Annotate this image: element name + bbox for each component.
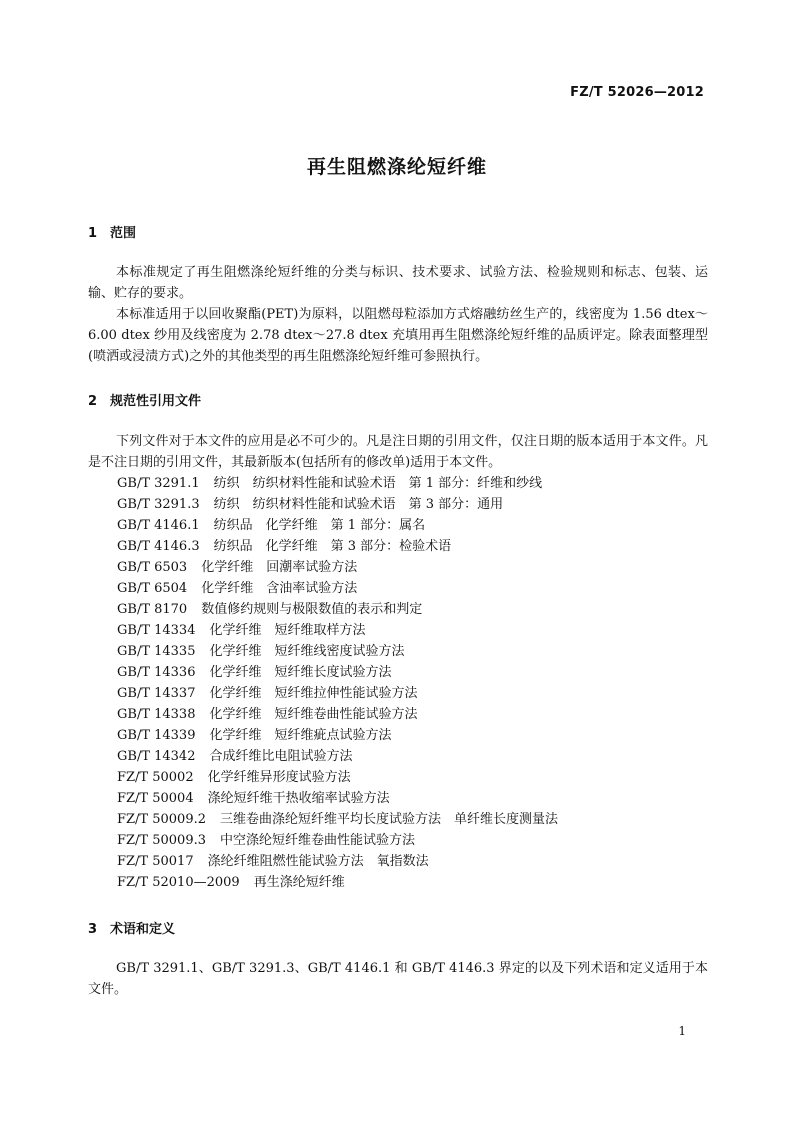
reference-item	[117, 662, 558, 683]
reference-code: FZ/T 50004	[117, 791, 194, 806]
reference-item	[117, 767, 558, 788]
reference-title: 化学纤维 短纤维线密度试验方法	[209, 644, 405, 659]
reference-title: 三维卷曲涤纶短纤维平均长度试验方法 单纤维长度测量法	[220, 812, 559, 827]
reference-code: GB/T 14336	[117, 665, 196, 680]
reference-code: GB/T 6503	[117, 560, 188, 575]
scope-paragraph-2: 本标准适用于以回收聚酯(PET)为原料，以阻燃母粒添加方式熔融纺丝生产的，线密度为 1.56 dtex～6.00 dtex 纱用及线密度为 2.78 dtex～27.8 dtex 充填用再生阻燃涤纶短纤维的品质评定。除表面整理型(喷洒或浸渍方式)之外的其他类型的再生阻燃涤纶短纤维可参照执行。	[88, 307, 708, 364]
page-number: 1	[678, 1024, 686, 1038]
reference-title: 化学纤维 短纤维拉伸性能试验方法	[209, 686, 418, 701]
reference-item	[117, 851, 558, 872]
reference-code: GB/T 14337	[117, 686, 196, 701]
references-intro-paragraph: 下列文件对于本文件的应用是必不可少的。凡是注日期的引用文件，仅注日期的版本适用于本文件。凡是不注日期的引用文件，其最新版本(包括所有的修改单)适用于本文件。	[88, 434, 708, 470]
reference-item	[117, 809, 558, 830]
reference-item	[117, 788, 558, 809]
section-heading-scope	[88, 222, 136, 241]
section-number: 1	[88, 226, 98, 241]
section-title: 范围	[110, 226, 137, 241]
section-heading-terms-definitions	[88, 918, 175, 937]
standard-code: FZ/T 52026—2012	[570, 85, 704, 100]
reference-title: 涤纶纤维阻燃性能试验方法 氧指数法	[207, 854, 429, 869]
reference-item	[117, 515, 558, 536]
reference-item	[117, 578, 558, 599]
reference-title: 纺织品 化学纤维 第 3 部分：检验术语	[213, 539, 452, 554]
scope-paragraph-1: 本标准规定了再生阻燃涤纶短纤维的分类与标识、技术要求、试验方法、检验规则和标志、包装、运输、贮存的要求。	[88, 265, 708, 301]
reference-item	[117, 620, 558, 641]
reference-item	[117, 704, 558, 725]
section-title: 术语和定义	[110, 922, 176, 937]
reference-code: GB/T 4146.1	[117, 518, 200, 533]
reference-code: FZ/T 50017	[117, 854, 194, 869]
reference-list	[117, 473, 558, 893]
reference-title: 化学纤维 短纤维取样方法	[209, 623, 366, 638]
reference-code: FZ/T 50009.2	[117, 812, 206, 827]
reference-code: GB/T 14335	[117, 644, 196, 659]
reference-item	[117, 683, 558, 704]
reference-title: 化学纤维 短纤维卷曲性能试验方法	[209, 707, 418, 722]
reference-title: 化学纤维 短纤维疵点试验方法	[209, 728, 392, 743]
reference-code: GB/T 6504	[117, 581, 188, 596]
reference-title: 化学纤维 含油率试验方法	[201, 581, 358, 596]
reference-code: GB/T 3291.1	[117, 476, 200, 491]
reference-code: GB/T 8170	[117, 602, 188, 617]
reference-title: 再生涤纶短纤维	[253, 875, 345, 890]
terms-paragraph: GB/T 3291.1、GB/T 3291.3、GB/T 4146.1 和 GB/T 4146.3 界定的以及下列术语和定义适用于本文件。	[88, 961, 708, 997]
section-number: 3	[88, 922, 98, 937]
reference-item	[117, 473, 558, 494]
reference-title: 中空涤纶短纤维卷曲性能试验方法	[220, 833, 416, 848]
reference-title: 涤纶短纤维干热收缩率试验方法	[207, 791, 390, 806]
reference-item	[117, 494, 558, 515]
section-heading-normative-references	[88, 390, 201, 409]
reference-code: FZ/T 50009.3	[117, 833, 206, 848]
reference-title: 数值修约规则与极限数值的表示和判定	[201, 602, 423, 617]
reference-title: 合成纤维比电阻试验方法	[209, 749, 353, 764]
reference-item	[117, 599, 558, 620]
reference-code: FZ/T 50002	[117, 770, 194, 785]
reference-title: 化学纤维 回潮率试验方法	[201, 560, 358, 575]
reference-code: FZ/T 52010—2009	[117, 875, 240, 890]
reference-title: 纺织 纺织材料性能和试验术语 第 1 部分：纤维和纱线	[213, 476, 543, 491]
reference-code: GB/T 14334	[117, 623, 196, 638]
reference-code: GB/T 14338	[117, 707, 196, 722]
reference-code: GB/T 14339	[117, 728, 196, 743]
reference-item	[117, 725, 558, 746]
reference-title: 纺织品 化学纤维 第 1 部分：属名	[213, 518, 426, 533]
reference-code: GB/T 14342	[117, 749, 196, 764]
reference-item	[117, 641, 558, 662]
reference-code: GB/T 4146.3	[117, 539, 200, 554]
section-number: 2	[88, 394, 98, 409]
document-title: 再生阻燃涤纶短纤维	[306, 156, 487, 178]
reference-title: 化学纤维 短纤维长度试验方法	[209, 665, 392, 680]
reference-title: 纺织 纺织材料性能和试验术语 第 3 部分：通用	[213, 497, 504, 512]
section-title: 规范性引用文件	[110, 394, 202, 409]
reference-item	[117, 536, 558, 557]
reference-code: GB/T 3291.3	[117, 497, 200, 512]
reference-item	[117, 746, 558, 767]
reference-title: 化学纤维异形度试验方法	[207, 770, 351, 785]
reference-item	[117, 872, 558, 893]
reference-item	[117, 557, 558, 578]
reference-item	[117, 830, 558, 851]
